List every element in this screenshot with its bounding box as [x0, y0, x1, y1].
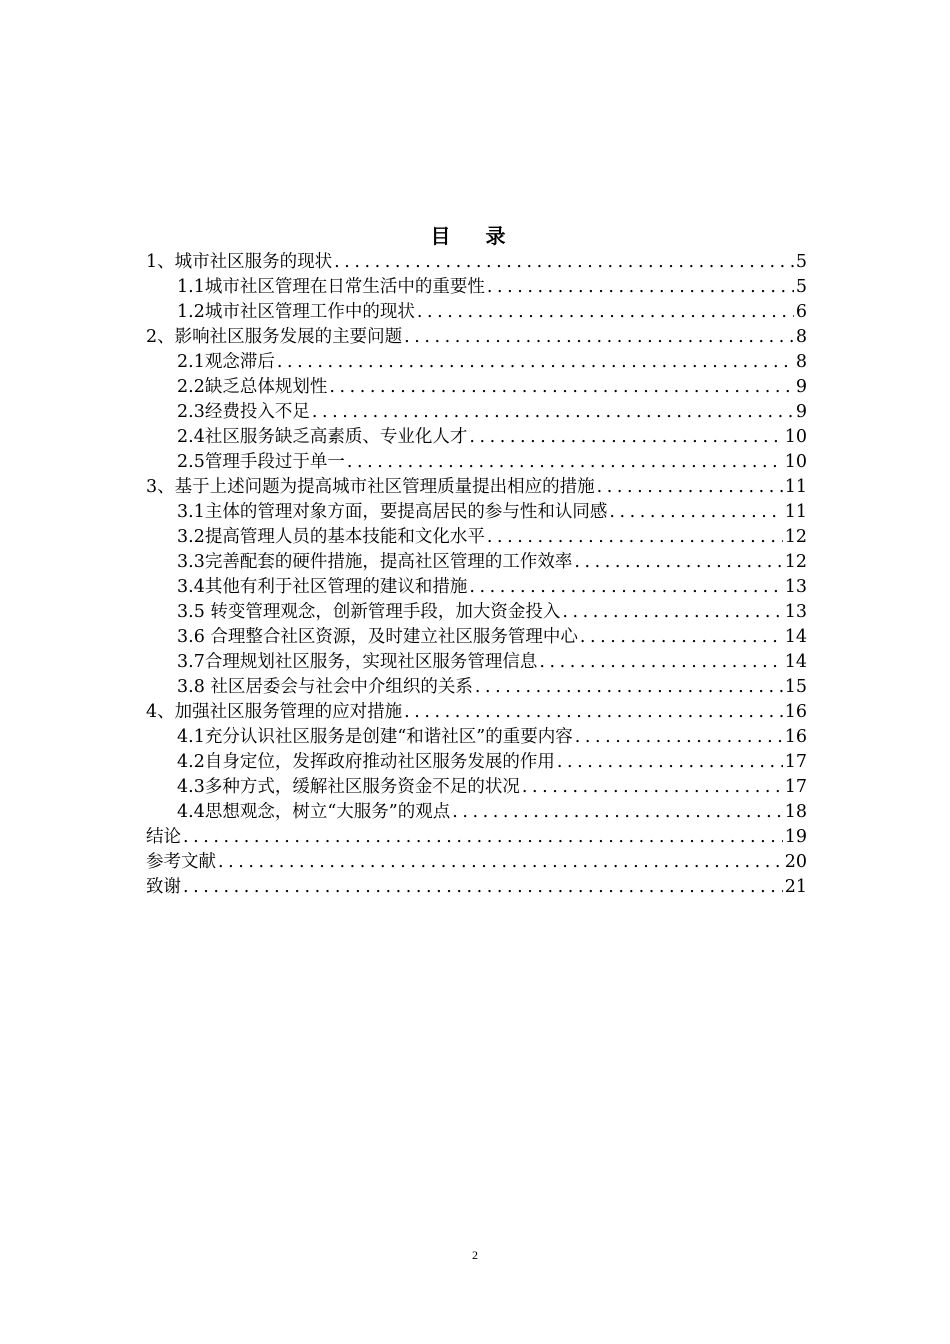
toc-entry[interactable] — [146, 500, 807, 525]
toc-entry-label: 2.4社区服务缺乏高素质、专业化人才 — [177, 427, 468, 447]
toc-leader-dots — [580, 625, 783, 650]
toc-leader-dots — [334, 250, 794, 275]
toc-entry-page: 15 — [784, 677, 807, 697]
toc-entry-label: 3.8 社区居委会与社会中介组织的关系 — [177, 677, 473, 697]
toc-entry[interactable] — [146, 675, 807, 700]
toc-leader-dots — [218, 850, 783, 875]
toc-leader-dots — [522, 775, 783, 800]
toc-entry[interactable] — [146, 825, 807, 850]
toc-leader-dots — [417, 300, 794, 325]
toc-entry-label: 4、加强社区服务管理的应对措施 — [146, 702, 403, 722]
toc-leader-dots — [557, 750, 783, 775]
toc-entry[interactable] — [146, 550, 807, 575]
toc-entry-page: 8 — [795, 352, 807, 372]
toc-entry-label: 致谢 — [146, 877, 181, 897]
toc-entry[interactable] — [146, 425, 807, 450]
toc-entry-label: 3.3完善配套的硬件措施，提高社区管理的工作效率 — [177, 552, 573, 572]
page-number: 2 — [472, 1248, 478, 1262]
toc-entry-page: 16 — [784, 727, 807, 747]
toc-entry[interactable] — [146, 700, 807, 725]
toc-entry-page: 9 — [795, 377, 807, 397]
toc-entry[interactable] — [146, 725, 807, 750]
toc-entry-label: 结论 — [146, 827, 181, 847]
toc-leader-dots — [469, 425, 782, 450]
toc-entry-page: 16 — [784, 702, 807, 722]
toc-leader-dots — [277, 350, 794, 375]
toc-entry[interactable] — [146, 625, 807, 650]
toc-entry[interactable] — [146, 575, 807, 600]
toc-entry-label: 4.1充分认识社区服务是创建“和谐社区”的重要内容 — [177, 727, 573, 747]
toc-entry-label: 2、影响社区服务发展的主要问题 — [146, 327, 403, 347]
toc-entry-page: 11 — [784, 502, 807, 522]
toc-entry[interactable] — [146, 475, 807, 500]
toc-title: 目 录 — [430, 224, 520, 248]
toc-entry-label: 3、基于上述问题为提高城市社区管理质量提出相应的措施 — [146, 477, 595, 497]
toc-entry-label: 3.2提高管理人员的基本技能和文化水平 — [177, 527, 485, 547]
toc-entry-page: 17 — [784, 752, 807, 772]
toc-entry-page: 5 — [795, 252, 807, 272]
toc-entry[interactable] — [146, 850, 807, 875]
toc-entry-label: 2.3经费投入不足 — [177, 402, 310, 422]
toc-entry-page: 5 — [795, 277, 807, 297]
toc-leader-dots — [597, 475, 783, 500]
toc-entry[interactable] — [146, 400, 807, 425]
toc-entry-page: 20 — [784, 852, 807, 872]
toc-leader-dots — [574, 550, 782, 575]
toc-entry-page: 10 — [784, 427, 807, 447]
toc-entry[interactable] — [146, 250, 807, 275]
toc-leader-dots — [575, 725, 783, 750]
toc-leader-dots — [609, 500, 782, 525]
toc-leader-dots — [183, 825, 783, 850]
toc-entry-label: 2.1观念滞后 — [177, 352, 275, 372]
toc-leader-dots — [329, 375, 794, 400]
toc-entry-page: 19 — [784, 827, 807, 847]
toc-leader-dots — [312, 400, 794, 425]
toc-entry-page: 13 — [784, 602, 807, 622]
toc-entry[interactable] — [146, 325, 807, 350]
toc-entry-label: 3.6 合理整合社区资源，及时建立社区服务管理中心 — [177, 627, 578, 647]
toc-leader-dots — [487, 275, 794, 300]
toc-entry-label: 2.2缺乏总体规划性 — [177, 377, 328, 397]
toc-entry-page: 9 — [795, 402, 807, 422]
toc-leader-dots — [539, 650, 782, 675]
toc-entry[interactable] — [146, 375, 807, 400]
toc-entry-page: 10 — [784, 452, 807, 472]
toc-entry-page: 12 — [784, 527, 807, 547]
toc-leader-dots — [562, 600, 782, 625]
toc-entry[interactable] — [146, 600, 807, 625]
toc-entry-label: 4.3多种方式，缓解社区服务资金不足的状况 — [177, 777, 520, 797]
toc-leader-dots — [183, 875, 783, 900]
toc-leader-dots — [487, 525, 783, 550]
toc-entry-page: 6 — [795, 302, 807, 322]
toc-entry-page: 21 — [784, 877, 807, 897]
toc-entry[interactable] — [146, 450, 807, 475]
toc-leader-dots — [404, 700, 783, 725]
toc-entry[interactable] — [146, 300, 807, 325]
toc-entry-label: 4.2自身定位，发挥政府推动社区服务发展的作用 — [177, 752, 555, 772]
toc-entry[interactable] — [146, 875, 807, 900]
toc-entry-label: 3.1主体的管理对象方面，要提高居民的参与性和认同感 — [177, 502, 608, 522]
toc-entry[interactable] — [146, 525, 807, 550]
toc-entry-page: 12 — [784, 552, 807, 572]
toc-entry-page: 8 — [795, 327, 807, 347]
toc-leader-dots — [475, 675, 783, 700]
toc-entry[interactable] — [146, 650, 807, 675]
toc-entry-label: 1.2城市社区管理工作中的现状 — [177, 302, 415, 322]
toc-entry-page: 11 — [784, 477, 807, 497]
toc-entry-page: 13 — [784, 577, 807, 597]
toc-entry-label: 3.5 转变管理观念，创新管理手段，加大资金投入 — [177, 602, 561, 622]
toc-entry-label: 3.4其他有利于社区管理的建议和措施 — [177, 577, 468, 597]
toc-entry-page: 18 — [784, 802, 807, 822]
toc-entry-page: 14 — [784, 652, 807, 672]
toc-entry-page: 17 — [784, 777, 807, 797]
toc-entry[interactable] — [146, 750, 807, 775]
toc-entry-label: 2.5管理手段过于单一 — [177, 452, 345, 472]
toc-entry-label: 3.7合理规划社区服务，实现社区服务管理信息 — [177, 652, 538, 672]
toc-entry-page: 14 — [784, 627, 807, 647]
toc-entry[interactable] — [146, 350, 807, 375]
toc-entry-label: 4.4思想观念，树立“大服务”的观点 — [177, 802, 451, 822]
toc-entry-label: 1.1城市社区管理在日常生活中的重要性 — [177, 277, 485, 297]
toc-leader-dots — [347, 450, 783, 475]
toc-entry-label: 参考文献 — [146, 852, 216, 872]
toc-leader-dots — [469, 575, 782, 600]
table-of-contents — [146, 250, 807, 900]
toc-entry[interactable] — [146, 275, 807, 300]
toc-entry-label: 1、城市社区服务的现状 — [146, 252, 333, 272]
toc-entry[interactable] — [146, 800, 807, 825]
toc-leader-dots — [404, 325, 794, 350]
toc-entry[interactable] — [146, 775, 807, 800]
toc-leader-dots — [452, 800, 782, 825]
